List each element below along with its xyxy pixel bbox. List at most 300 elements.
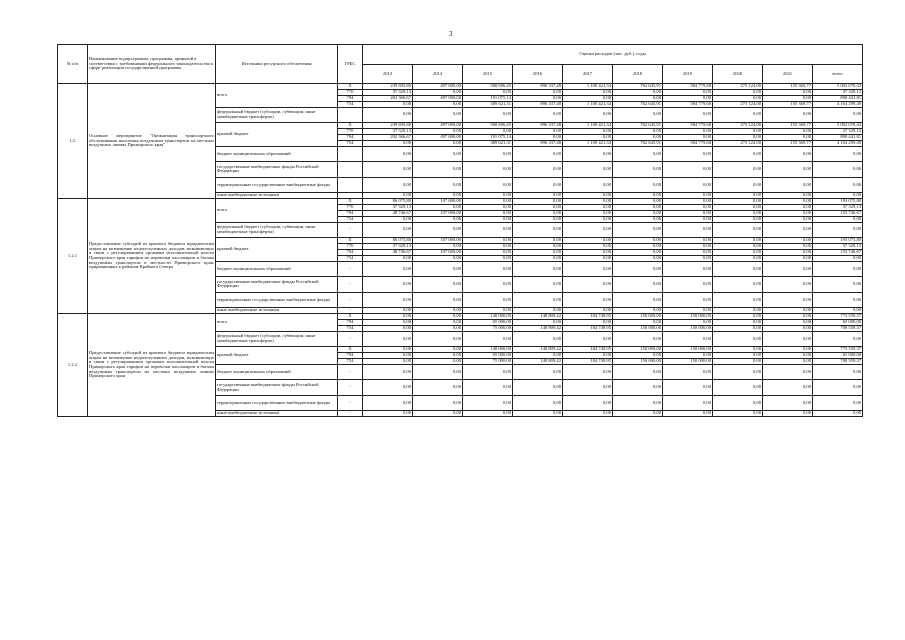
value-cell: 762 645,91 xyxy=(613,101,663,107)
value-cell: 0,00 xyxy=(363,101,413,107)
value-cell: 0,00 xyxy=(663,243,713,249)
activity-name: Предоставление субсидий из краевого бюджета юридическим лицам на возмещение недополученных доходов, возникающих в связи с регулированием органами исполнительной власти Приморского края тарифов на перевозки пассажиров и багажа воздушным транспортом на местных воздушных линиях Приморского края xyxy=(88,314,216,417)
value-cell: 0,00 xyxy=(363,193,413,199)
grbs-cell: - xyxy=(338,395,363,411)
value-cell: 107 000,00 xyxy=(413,199,463,205)
value-cell: 0,00 xyxy=(763,331,813,347)
value-cell: 148 809,42 xyxy=(513,314,563,320)
value-cell: 0,00 xyxy=(613,277,663,293)
value-cell: 0,00 xyxy=(463,292,513,308)
value-cell: 0,00 xyxy=(813,261,863,277)
value-cell: 0,00 xyxy=(513,261,563,277)
value-cell: 0,00 xyxy=(713,238,763,244)
value-cell: 0,00 xyxy=(613,319,663,325)
value-cell: 0,00 xyxy=(363,140,413,146)
value-cell: 148 809,42 xyxy=(513,358,563,364)
value-cell: 0,00 xyxy=(813,308,863,314)
value-cell: 0,00 xyxy=(563,249,613,255)
value-cell: 0,00 xyxy=(413,314,463,320)
value-cell: 37 329,13 xyxy=(363,243,413,249)
value-cell: 580 696,45 xyxy=(463,123,513,129)
grbs-cell: - xyxy=(338,222,363,238)
value-cell: 0,00 xyxy=(813,292,863,308)
value-cell: 762 645,91 xyxy=(613,140,663,146)
value-cell: 708 559,37 xyxy=(813,358,863,364)
value-cell: 0,00 xyxy=(513,95,563,101)
value-cell: 0,00 xyxy=(363,347,413,353)
value-cell: 0,00 xyxy=(713,358,763,364)
source-label: бюджет муниципальных образований xyxy=(216,261,338,277)
value-cell: 155 369,77 xyxy=(763,140,813,146)
value-cell: 0,00 xyxy=(413,243,463,249)
value-cell: 193 075,80 xyxy=(813,199,863,205)
grbs-cell: X xyxy=(338,238,363,244)
value-cell: 0,00 xyxy=(363,162,413,178)
value-cell: 0,00 xyxy=(513,193,563,199)
source-label: государственные внебюджетные фонды Российской Федерации xyxy=(216,380,338,396)
value-cell: 0,00 xyxy=(513,255,563,261)
value-cell: 0,00 xyxy=(663,380,713,396)
value-cell: 0,00 xyxy=(463,308,513,314)
value-cell: 0,00 xyxy=(563,364,613,380)
value-cell: 48 746,67 xyxy=(363,210,413,216)
value-cell: 0,00 xyxy=(363,319,413,325)
value-cell: 0,00 xyxy=(513,146,563,162)
value-cell: 155 369,77 xyxy=(763,123,813,129)
value-cell: 0,00 xyxy=(413,292,463,308)
value-cell: 0,00 xyxy=(563,331,613,347)
value-cell: 0,00 xyxy=(413,140,463,146)
source-label: краевой бюджет xyxy=(216,238,338,262)
value-cell: 0,00 xyxy=(413,101,463,107)
value-cell: 0,00 xyxy=(413,128,463,134)
value-cell: 0,00 xyxy=(663,261,713,277)
value-cell: 0,00 xyxy=(713,199,763,205)
value-cell: 0,00 xyxy=(813,107,863,123)
value-cell: 0,00 xyxy=(563,261,613,277)
value-cell: 0,00 xyxy=(413,162,463,178)
value-cell: 0,00 xyxy=(713,177,763,193)
value-cell: 150 000,00 xyxy=(663,347,713,353)
value-cell: 0,00 xyxy=(613,89,663,95)
value-cell: 0,00 xyxy=(813,222,863,238)
value-cell: 0,00 xyxy=(613,210,663,216)
source-label: всего xyxy=(216,199,338,223)
value-cell: 0,00 xyxy=(463,89,513,95)
value-cell: 0,00 xyxy=(713,364,763,380)
value-cell: 37 329,13 xyxy=(363,204,413,210)
value-cell: 0,00 xyxy=(563,193,613,199)
value-cell: 0,00 xyxy=(413,107,463,123)
value-cell: 708 559,37 xyxy=(813,325,863,331)
value-cell: 0,00 xyxy=(563,395,613,411)
grbs-cell: - xyxy=(338,364,363,380)
value-cell: 0,00 xyxy=(763,314,813,320)
value-cell: 0,00 xyxy=(513,238,563,244)
value-cell: 0,00 xyxy=(563,243,613,249)
value-cell: 0,00 xyxy=(613,331,663,347)
value-cell: 0,00 xyxy=(463,364,513,380)
value-cell: 0,00 xyxy=(663,89,713,95)
value-cell: 0,00 xyxy=(663,204,713,210)
value-cell: 0,00 xyxy=(413,358,463,364)
value-cell: 896 337,48 xyxy=(513,123,563,129)
value-cell: 0,00 xyxy=(713,353,763,359)
value-cell: 0,00 xyxy=(513,204,563,210)
value-cell: 0,00 xyxy=(813,146,863,162)
value-cell: 0,00 xyxy=(763,210,813,216)
source-label: краевой бюджет xyxy=(216,347,338,365)
header-year: 2013 xyxy=(363,65,413,84)
grbs-cell: 770 xyxy=(338,89,363,95)
value-cell: 0,00 xyxy=(363,277,413,293)
value-cell: 0,00 xyxy=(613,146,663,162)
value-cell: 150 000,00 xyxy=(613,325,663,331)
value-cell: 0,00 xyxy=(363,292,413,308)
value-cell: 0,00 xyxy=(813,331,863,347)
value-cell: 0,00 xyxy=(613,380,663,396)
value-cell: 0,00 xyxy=(513,89,563,95)
value-cell: 0,00 xyxy=(763,243,813,249)
value-cell: 0,00 xyxy=(763,193,813,199)
value-cell: 0,00 xyxy=(363,331,413,347)
value-cell: 0,00 xyxy=(413,177,463,193)
value-cell: 0,00 xyxy=(763,358,813,364)
value-cell: 0,00 xyxy=(713,193,763,199)
value-cell: 0,00 xyxy=(713,134,763,140)
source-label: федеральный бюджет (субсидии, субвенции, иные межбюджетные трансферты) xyxy=(216,107,338,123)
grbs-cell xyxy=(338,107,363,123)
value-cell: 0,00 xyxy=(513,216,563,222)
value-cell: 0,00 xyxy=(663,177,713,193)
value-cell: 65 000,00 xyxy=(813,353,863,359)
value-cell: 0,00 xyxy=(563,319,613,325)
value-cell: 0,00 xyxy=(563,292,613,308)
value-cell: 0,00 xyxy=(363,308,413,314)
value-cell: 0,00 xyxy=(513,292,563,308)
value-cell: 0,00 xyxy=(563,107,613,123)
row-number: 1.2. xyxy=(58,84,88,199)
value-cell: 0,00 xyxy=(663,193,713,199)
value-cell: 0,00 xyxy=(463,162,513,178)
value-cell: 0,00 xyxy=(463,249,513,255)
header-source: Источники ресурсного обеспечения xyxy=(216,45,338,84)
value-cell: 37 329,13 xyxy=(813,89,863,95)
value-cell: 150 000,00 xyxy=(663,314,713,320)
value-cell: 0,00 xyxy=(713,325,763,331)
value-cell: 0,00 xyxy=(463,199,513,205)
value-cell: 48 746,67 xyxy=(363,249,413,255)
value-cell: 0,00 xyxy=(463,216,513,222)
value-cell: 275 124,00 xyxy=(713,101,763,107)
value-cell: 140 000,00 xyxy=(463,347,513,353)
value-cell: 0,00 xyxy=(513,128,563,134)
value-cell: 150 000,00 xyxy=(613,347,663,353)
value-cell: 0,00 xyxy=(463,277,513,293)
value-cell: 0,00 xyxy=(563,177,613,193)
value-cell: 0,00 xyxy=(813,162,863,178)
value-cell: 0,00 xyxy=(763,395,813,411)
value-cell: 890 441,81 xyxy=(813,134,863,140)
value-cell: 0,00 xyxy=(613,238,663,244)
grbs-cell: X xyxy=(338,199,363,205)
value-cell: 0,00 xyxy=(413,380,463,396)
value-cell: 0,00 xyxy=(413,193,463,199)
grbs-cell: 754 xyxy=(338,101,363,107)
value-cell: 0,00 xyxy=(413,395,463,411)
value-cell: 0,00 xyxy=(363,216,413,222)
grbs-cell: 770 xyxy=(338,243,363,249)
value-cell: 0,00 xyxy=(563,204,613,210)
value-cell: 0,00 xyxy=(463,238,513,244)
value-cell: 0,00 xyxy=(463,222,513,238)
grbs-cell: 770 xyxy=(338,204,363,210)
value-cell: 0,00 xyxy=(613,353,663,359)
value-cell: 0,00 xyxy=(613,204,663,210)
value-cell: 0,00 xyxy=(413,308,463,314)
value-cell: 0,00 xyxy=(663,238,713,244)
value-cell: 0,00 xyxy=(813,380,863,396)
value-cell: 0,00 xyxy=(713,243,763,249)
value-cell: 1 100 421,34 xyxy=(563,84,613,90)
grbs-cell: X xyxy=(338,84,363,90)
value-cell: 0,00 xyxy=(413,146,463,162)
value-cell: 0,00 xyxy=(613,243,663,249)
value-cell: 193 075,80 xyxy=(813,238,863,244)
value-cell: 0,00 xyxy=(513,177,563,193)
header-year: 2017 xyxy=(563,65,613,84)
value-cell: 0,00 xyxy=(463,380,513,396)
source-label: территориальные государственные внебюджетные фонды xyxy=(216,292,338,308)
value-cell: 191 075,14 xyxy=(463,134,513,140)
value-cell: 0,00 xyxy=(613,95,663,101)
value-cell: 0,00 xyxy=(763,128,813,134)
value-cell: 0,00 xyxy=(663,146,713,162)
value-cell: 150 000,00 xyxy=(663,325,713,331)
value-cell: 140 000,00 xyxy=(463,314,513,320)
value-cell: 0,00 xyxy=(613,216,663,222)
source-label: территориальные государственные внебюджетные фонды xyxy=(216,395,338,411)
value-cell: 0,00 xyxy=(713,277,763,293)
header-year: 2016 xyxy=(513,65,563,84)
value-cell: 0,00 xyxy=(413,204,463,210)
value-cell: 0,00 xyxy=(463,261,513,277)
source-label: государственные внебюджетные фонды Российской Федерации xyxy=(216,277,338,293)
value-cell: 0,00 xyxy=(413,277,463,293)
activity-name: Основное мероприятие "Организация транспортного обслуживания населения воздушным транспортом на местных воздушных линиях Приморского края" xyxy=(88,84,216,199)
header-grbs: ГРБС xyxy=(338,45,363,84)
value-cell: 762 645,91 xyxy=(613,123,663,129)
value-cell: 86 075,80 xyxy=(363,238,413,244)
source-label: всего xyxy=(216,314,338,332)
value-cell: 4 164 299,49 xyxy=(813,101,863,107)
source-label: всего xyxy=(216,84,338,108)
value-cell: 0,00 xyxy=(763,261,813,277)
value-cell: 0,00 xyxy=(713,319,763,325)
value-cell: 0,00 xyxy=(563,95,613,101)
value-cell: 0,00 xyxy=(613,395,663,411)
grbs-cell: 754 xyxy=(338,255,363,261)
value-cell: 0,00 xyxy=(713,395,763,411)
value-cell: 0,00 xyxy=(463,210,513,216)
value-cell: 0,00 xyxy=(763,204,813,210)
value-cell: 0,00 xyxy=(663,95,713,101)
value-cell: 0,00 xyxy=(663,107,713,123)
value-cell: 0,00 xyxy=(663,162,713,178)
grbs-cell: 794 xyxy=(338,249,363,255)
value-cell: 107 000,00 xyxy=(413,249,463,255)
value-cell: 0,00 xyxy=(663,319,713,325)
value-cell: 0,00 xyxy=(663,210,713,216)
value-cell: 0,00 xyxy=(713,314,763,320)
grbs-cell: 754 xyxy=(338,325,363,331)
source-label: территориальные государственные внебюджетные фонды xyxy=(216,177,338,193)
value-cell: 0,00 xyxy=(563,353,613,359)
value-cell: 37 329,13 xyxy=(363,89,413,95)
value-cell: 65 000,00 xyxy=(813,319,863,325)
value-cell: 497 000,00 xyxy=(413,134,463,140)
value-cell: 0,00 xyxy=(413,364,463,380)
value-cell: 0,00 xyxy=(563,238,613,244)
grbs-cell: 794 xyxy=(338,210,363,216)
value-cell: 0,00 xyxy=(613,261,663,277)
value-cell: 0,00 xyxy=(663,292,713,308)
header-estimate: Оценка расходов (тыс. руб.), годы xyxy=(363,45,863,65)
value-cell: 0,00 xyxy=(763,347,813,353)
value-cell: 0,00 xyxy=(713,347,763,353)
grbs-cell: - xyxy=(338,261,363,277)
grbs-cell: 754 xyxy=(338,358,363,364)
value-cell: 896 337,48 xyxy=(513,140,563,146)
value-cell: 0,00 xyxy=(663,255,713,261)
header-num: № п/п xyxy=(58,45,88,84)
expense-table xyxy=(57,44,863,417)
value-cell: 0,00 xyxy=(663,308,713,314)
source-label: федеральный бюджет (субсидии, субвенции, иные межбюджетные трансферты) xyxy=(216,331,338,347)
source-label: федеральный бюджет (субсидии, субвенции, иные межбюджетные трансферты) xyxy=(216,222,338,238)
value-cell: 584 779,68 xyxy=(663,101,713,107)
value-cell: 1 100 421,34 xyxy=(563,101,613,107)
value-cell: 0,00 xyxy=(613,128,663,134)
value-cell: 0,00 xyxy=(613,411,663,417)
value-cell: 0,00 xyxy=(413,222,463,238)
value-cell: 202 366,67 xyxy=(363,95,413,101)
value-cell: 0,00 xyxy=(413,411,463,417)
value-cell: 0,00 xyxy=(513,162,563,178)
value-cell: 773 559,37 xyxy=(813,314,863,320)
value-cell: 0,00 xyxy=(763,364,813,380)
value-cell: 0,00 xyxy=(663,395,713,411)
value-cell: 275 124,00 xyxy=(713,140,763,146)
value-cell: 0,00 xyxy=(813,177,863,193)
value-cell: 0,00 xyxy=(463,331,513,347)
value-cell: 0,00 xyxy=(713,128,763,134)
value-cell: 0,00 xyxy=(463,255,513,261)
value-cell: 0,00 xyxy=(613,162,663,178)
value-cell: 0,00 xyxy=(463,146,513,162)
value-cell: 497 000,00 xyxy=(413,123,463,129)
value-cell: 0,00 xyxy=(613,308,663,314)
value-cell: 0,00 xyxy=(513,107,563,123)
value-cell: 0,00 xyxy=(563,255,613,261)
value-cell: 584 779,68 xyxy=(663,123,713,129)
grbs-cell xyxy=(338,146,363,162)
value-cell: 0,00 xyxy=(563,199,613,205)
value-cell: 0,00 xyxy=(463,177,513,193)
value-cell: 0,00 xyxy=(613,193,663,199)
table-row xyxy=(58,84,863,90)
value-cell: 0,00 xyxy=(763,89,813,95)
value-cell: 0,00 xyxy=(363,107,413,123)
value-cell: 0,00 xyxy=(563,128,613,134)
value-cell: 0,00 xyxy=(713,107,763,123)
value-cell: 37 329,13 xyxy=(363,128,413,134)
value-cell: 0,00 xyxy=(763,177,813,193)
value-cell: 0,00 xyxy=(363,314,413,320)
value-cell: 0,00 xyxy=(513,364,563,380)
value-cell: 0,00 xyxy=(363,177,413,193)
value-cell: 155 369,77 xyxy=(763,101,813,107)
value-cell: 0,00 xyxy=(763,107,813,123)
source-label: иные внебюджетные источники xyxy=(216,308,338,314)
value-cell: 773 559,37 xyxy=(813,347,863,353)
value-cell: 0,00 xyxy=(713,249,763,255)
value-cell: 0,00 xyxy=(463,243,513,249)
value-cell: 0,00 xyxy=(413,89,463,95)
value-cell: 0,00 xyxy=(813,395,863,411)
value-cell: 202 366,67 xyxy=(363,134,413,140)
grbs-cell xyxy=(338,162,363,178)
value-cell: 0,00 xyxy=(763,249,813,255)
value-cell: 148 809,42 xyxy=(513,347,563,353)
value-cell: 37 329,13 xyxy=(813,243,863,249)
value-cell: 107 000,00 xyxy=(413,238,463,244)
value-cell: 0,00 xyxy=(363,411,413,417)
activity-name: Предоставление субсидий из краевого бюджета юридическим лицам на возмещение недополученных доходов, возникающих в связи с регулированием органами исполнительной власти Приморского края тарифов на перевозки пассажиров и багажа воздушным транспортом в местности Приморского края, приравненных к районам Крайнего Севера xyxy=(88,199,216,314)
row-number: 1.2.1 xyxy=(58,199,88,314)
value-cell: 0,00 xyxy=(513,411,563,417)
value-cell: 0,00 xyxy=(513,243,563,249)
grbs-cell: - xyxy=(338,292,363,308)
value-cell: 0,00 xyxy=(813,411,863,417)
value-cell: 0,00 xyxy=(663,128,713,134)
value-cell: 0,00 xyxy=(763,411,813,417)
grbs-cell: - xyxy=(338,331,363,347)
source-label: краевой бюджет xyxy=(216,123,338,147)
grbs-cell: 794 xyxy=(338,134,363,140)
value-cell: 0,00 xyxy=(763,255,813,261)
grbs-cell: - xyxy=(338,308,363,314)
value-cell: 0,00 xyxy=(463,193,513,199)
grbs-cell: X xyxy=(338,123,363,129)
value-cell: 0,00 xyxy=(813,216,863,222)
grbs-cell: X xyxy=(338,347,363,353)
value-cell: 184 749,95 xyxy=(563,325,613,331)
value-cell: 0,00 xyxy=(763,238,813,244)
value-cell: 0,00 xyxy=(763,308,813,314)
value-cell: 1 100 421,34 xyxy=(563,123,613,129)
value-cell: 0,00 xyxy=(813,277,863,293)
source-label: бюджет муниципальных образований xyxy=(216,146,338,162)
value-cell: 0,00 xyxy=(813,193,863,199)
value-cell: 0,00 xyxy=(513,222,563,238)
value-cell: 0,00 xyxy=(413,261,463,277)
value-cell: 0,00 xyxy=(513,199,563,205)
value-cell: 0,00 xyxy=(513,353,563,359)
value-cell: 0,00 xyxy=(513,210,563,216)
value-cell: 0,00 xyxy=(813,364,863,380)
value-cell: 0,00 xyxy=(763,380,813,396)
